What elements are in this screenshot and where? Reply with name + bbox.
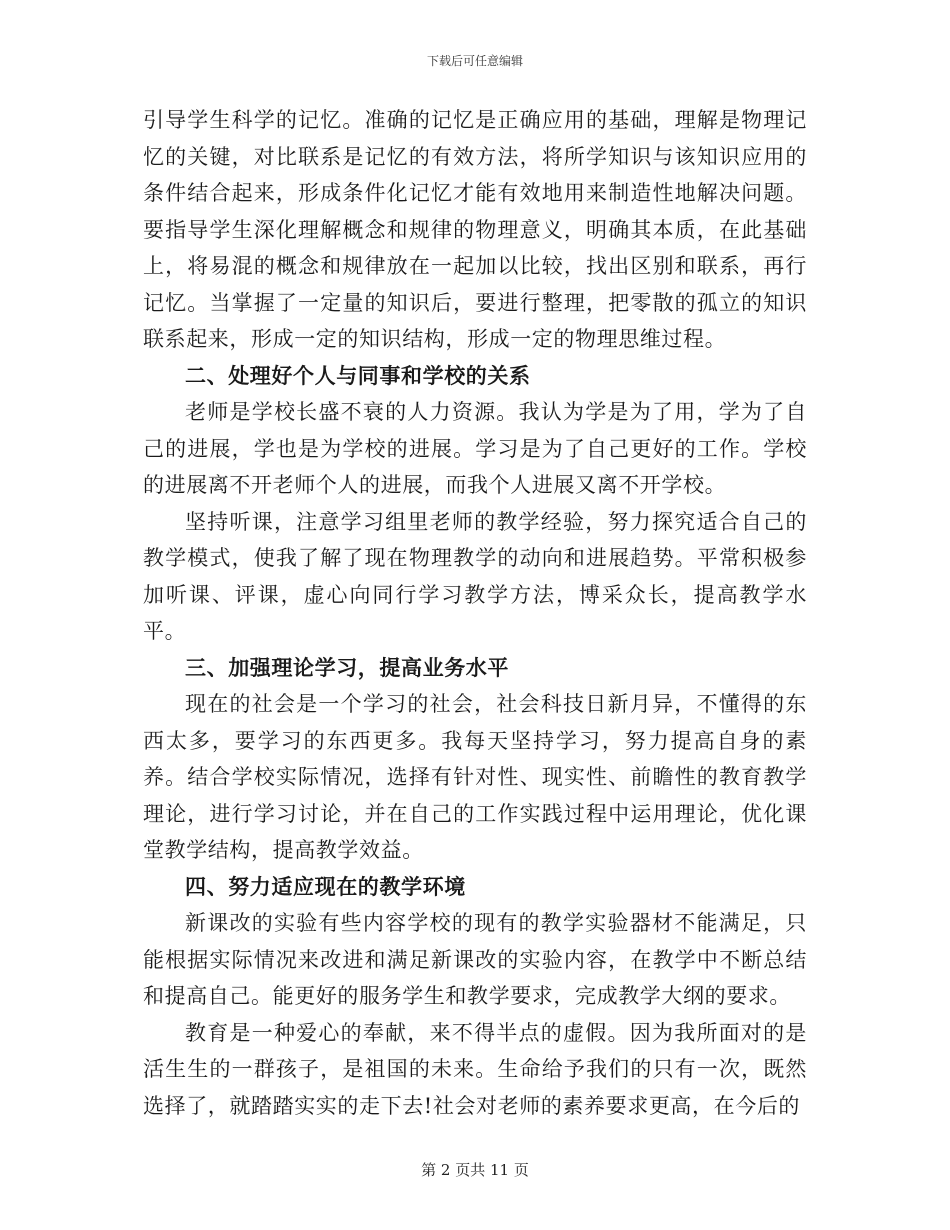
page-number: 第 2 页共 11 页 [421, 1161, 529, 1179]
paragraph: 教育是一种爱心的奉献，来不得半点的虚假。因为我所面对的是活生生的一群孩子，是祖国的未来。生命给予我们的只有一次，既然选择了，就踏踏实实的走下去!社会对老师的素养要求更高，在今后的 [143, 1020, 807, 1118]
document-body [143, 102, 807, 1124]
section-heading: 二、处理好个人与同事和学校的关系 [185, 362, 531, 388]
section-heading: 三、加强理论学习，提高业务水平 [185, 654, 509, 680]
paragraph: 引导学生科学的记忆。准确的记忆是正确应用的基础，理解是物理记忆的关键，对比联系是记忆的有效方法，将所学知识与该知识应用的条件结合起来，形成条件化记忆才能有效地用来制造性地解决问题。要指导学生深化理解概念和规律的物理意义，明确其本质，在此基础上，将易混的概念和规律放在一起加以比较，找出区别和联系，再行记忆。当掌握了一定量的知识后，要进行整理，把零散的孤立的知识联系起来，形成一定的知识结构，形成一定的物理思维过程。 [143, 108, 807, 351]
paragraph: 老师是学校长盛不衰的人力资源。我认为学是为了用，学为了自己的进展，学也是为学校的进展。学习是为了自己更好的工作。学校的进展离不开老师个人的进展，而我个人进展又离不开学校。 [143, 400, 807, 497]
paragraph: 坚持听课，注意学习组里老师的教学经验，努力探究适合自己的教学模式，使我了解了现在物理教学的动向和进展趋势。平常积极参加听课、评课，虚心向同行学习教学方法，博采众长，提高教学水平。 [143, 509, 807, 643]
paragraph: 新课改的实验有些内容学校的现有的教学实验器材不能满足，只能根据实际情况来改进和满足新课改的实验内容，在教学中不断总结和提高自己。能更好的服务学生和教学要求，完成教学大纲的要求。 [143, 911, 807, 1008]
section-heading: 四、努力适应现在的教学环境 [185, 873, 466, 899]
paragraph: 现在的社会是一个学习的社会，社会科技日新月异，不懂得的东西太多，要学习的东西更多。我每天坚持学习，努力提高自身的素养。结合学校实际情况，选择有针对性、现实性、前瞻性的教育教学理论，进行学习讨论，并在自己的工作实践过程中运用理论，优化课堂教学结构，提高教学效益。 [143, 692, 807, 862]
page-header: 下载后可任意编辑 [426, 54, 523, 68]
